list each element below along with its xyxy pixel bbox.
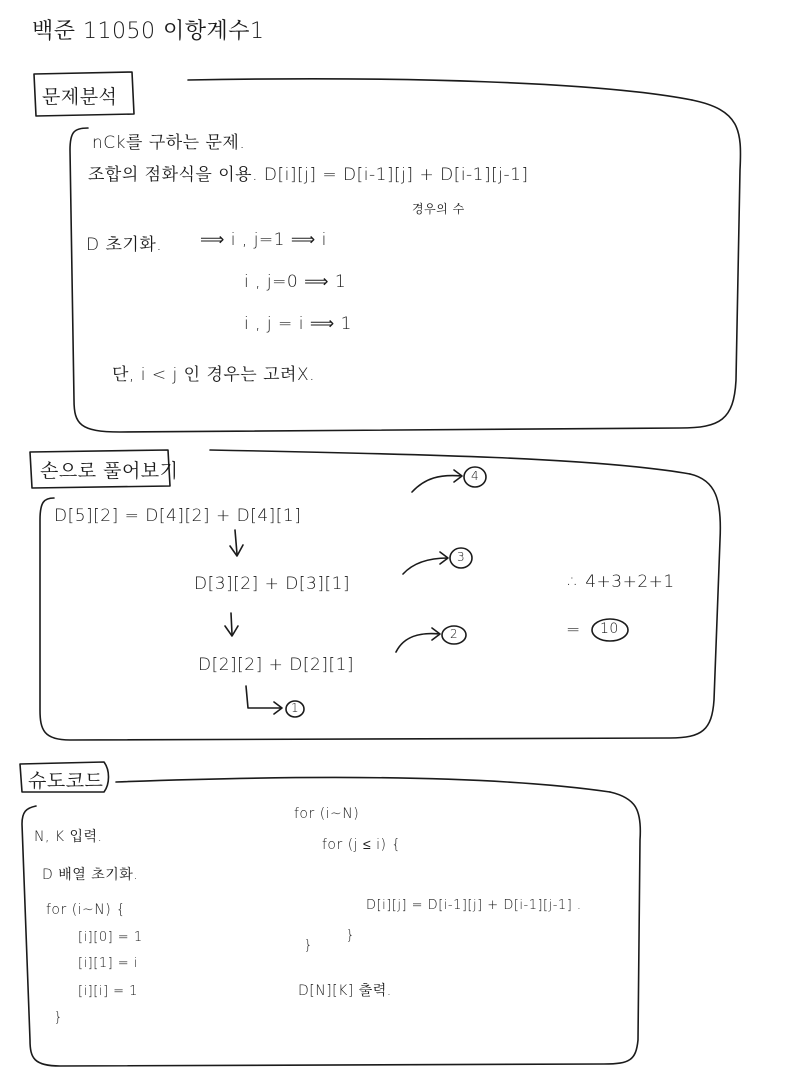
section2-circle-3-label: 3 bbox=[457, 550, 466, 564]
pseudo-left-1: D 배열 초기화. bbox=[42, 867, 139, 883]
pseudo-right-1: for (j ≤ i) { bbox=[322, 837, 401, 853]
section1-topline bbox=[188, 79, 692, 100]
section3-frame bbox=[22, 792, 640, 1066]
pseudo-right-2: D[i][j] = D[i-1][j] + D[i-1][j-1] . bbox=[366, 898, 582, 913]
pseudo-right-5: D[N][K] 출력. bbox=[298, 983, 392, 999]
down-arrow-1 bbox=[235, 530, 237, 554]
section1-init-row1: ⟹ i , j=1 ⟹ i bbox=[200, 230, 327, 250]
pseudo-left-2: for (i~N) { bbox=[46, 902, 126, 918]
section1-constraint: 단, i < j 인 경우는 고려X. bbox=[112, 365, 316, 385]
pseudo-left-4: [i][1] = i bbox=[78, 956, 138, 971]
pseudo-right-4: } bbox=[304, 938, 313, 953]
section3-label: 슈도코드 bbox=[28, 770, 104, 792]
section3-topline bbox=[116, 777, 610, 792]
section1-line1: nCk를 구하는 문제. bbox=[92, 133, 246, 153]
section2-row1: D[5][2] = D[4][2] + D[4][1] bbox=[54, 506, 302, 526]
section2-topline bbox=[210, 450, 690, 474]
pseudo-right-0: for (i~N) bbox=[294, 806, 360, 822]
page-title: 백준 11050 이항계수1 bbox=[32, 19, 265, 44]
section1-init-row2: i , j=0 ⟹ 1 bbox=[244, 272, 347, 292]
pseudo-left-6: } bbox=[54, 1010, 63, 1025]
section2-circle-1-label: 1 bbox=[291, 701, 300, 715]
section1-init-row3: i , j = i ⟹ 1 bbox=[244, 314, 352, 334]
section2-label: 손으로 풀어보기 bbox=[40, 460, 179, 482]
section2-circle-4-label: 4 bbox=[471, 469, 480, 483]
section2-sum: ∴ 4+3+2+1 bbox=[568, 572, 675, 592]
arrow-4 bbox=[412, 470, 462, 492]
section2-row2: D[3][2] + D[3][1] bbox=[194, 574, 351, 594]
pseudo-right-3: } bbox=[346, 928, 355, 943]
arrow-1 bbox=[246, 686, 282, 714]
section2-row3: D[2][2] + D[2][1] bbox=[198, 655, 355, 675]
section1-line2: 조합의 점화식을 이용. D[i][j] = D[i-1][j] + D[i-1][j-1] bbox=[88, 165, 529, 185]
arrow-3 bbox=[403, 552, 448, 574]
section2-eq: = bbox=[566, 620, 581, 640]
down-arrow-2 bbox=[231, 613, 232, 634]
section2-circle-2-label: 2 bbox=[450, 627, 459, 641]
section1-init-label: D 초기화. bbox=[86, 235, 163, 255]
pseudo-left-3: [i][0] = 1 bbox=[78, 930, 143, 945]
pseudo-left-5: [i][i] = 1 bbox=[78, 984, 138, 999]
pseudo-left-0: N, K 입력. bbox=[34, 829, 103, 845]
arrow-2 bbox=[396, 628, 440, 652]
section2-result: 10 bbox=[600, 621, 619, 637]
section1-label: 문제분석 bbox=[42, 86, 118, 108]
section1-note-above: 경우의 수 bbox=[412, 202, 465, 216]
